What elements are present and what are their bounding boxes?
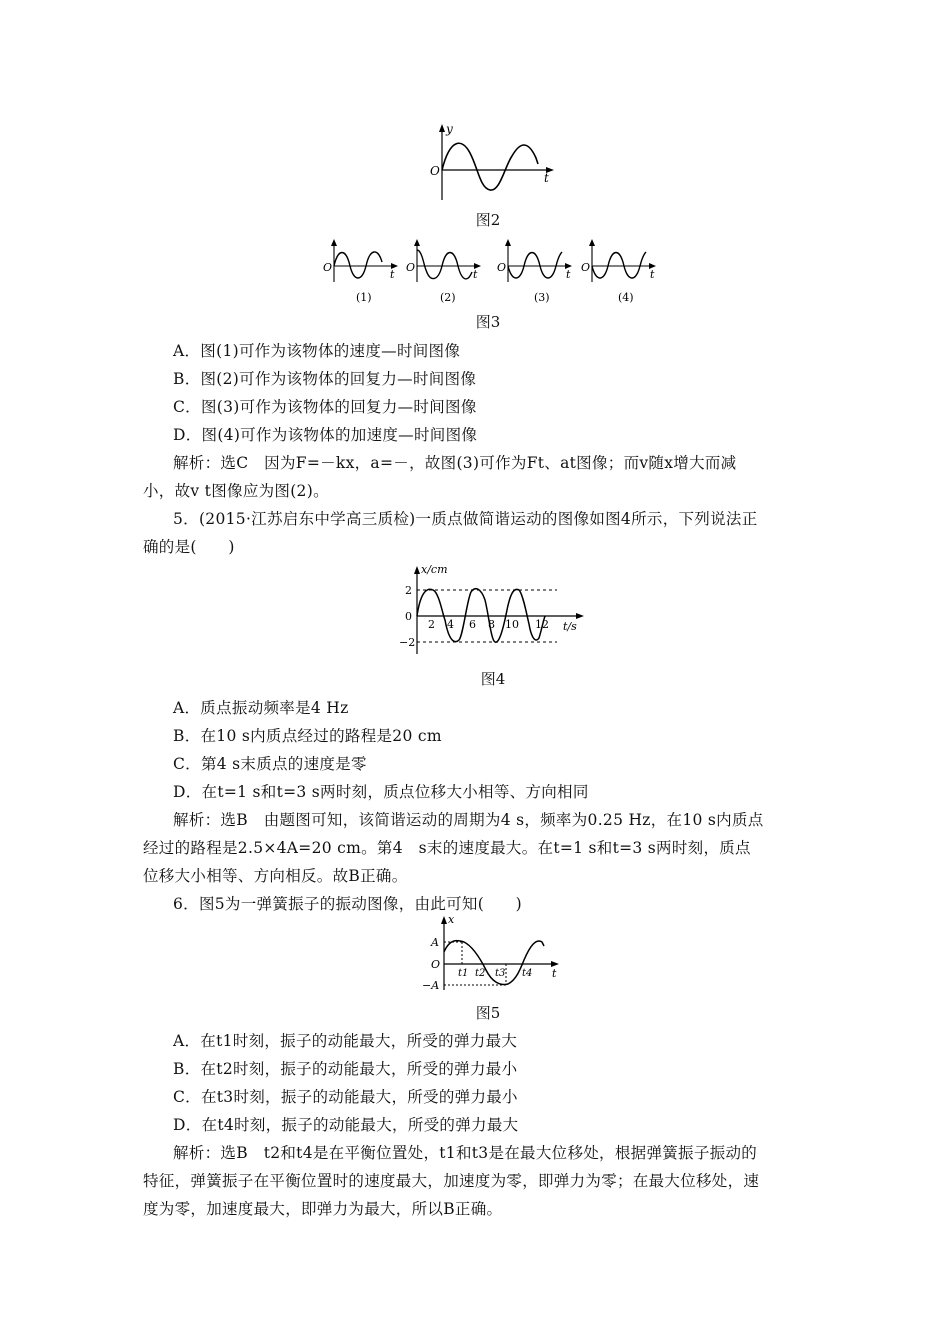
q6-analysis-line2: 特征，弹簧振子在平衡位置时的速度最大，加速度为零，即弹力为零；在最大位移处，速 bbox=[143, 1172, 760, 1190]
fig3-origin-4: O bbox=[581, 261, 591, 274]
figure-3 bbox=[320, 236, 665, 308]
fig3-axis-1: t bbox=[390, 268, 395, 281]
fig3-label-1: (1) bbox=[356, 291, 372, 304]
fig3-origin-3: O bbox=[497, 261, 507, 274]
fig2-axis-x: t bbox=[544, 171, 549, 185]
fig4-xtick-8: 8 bbox=[488, 618, 495, 631]
q6-option-b: B．在t2时刻，振子的动能最大，所受的弹力最小 bbox=[173, 1060, 518, 1078]
q5-analysis-line1: 解析：选B 由题图可知，该简谐运动的周期为4 s，频率为0.25 Hz，在10 s内质点 bbox=[173, 811, 764, 829]
fig3-label-3: (3) bbox=[534, 291, 550, 304]
q6-option-c: C．在t3时刻，振子的动能最大，所受的弹力最小 bbox=[173, 1088, 518, 1106]
fig4-ytick-0: 0 bbox=[405, 610, 412, 623]
q5-analysis-line2: 经过的路程是2.5×4A=20 cm。第4 s末的速度最大。在t=1 s和t=3 s两时刻，质点 bbox=[143, 839, 751, 857]
q5-option-d: D．在t=1 s和t=3 s两时刻，质点位移大小相等、方向相同 bbox=[173, 783, 589, 801]
fig3-panel-1 bbox=[323, 239, 398, 304]
fig5-ytick-neg-a: −A bbox=[422, 979, 440, 992]
fig4-ytick-2: 2 bbox=[405, 584, 412, 597]
fig5-ytick-a: A bbox=[431, 936, 439, 949]
figure-5 bbox=[420, 912, 565, 992]
fig5-ytick-o: O bbox=[431, 958, 441, 971]
figure-4 bbox=[395, 560, 590, 656]
q4-option-c: C．图(3)可作为该物体的回复力—时间图像 bbox=[173, 398, 477, 416]
q4-option-b: B．图(2)可作为该物体的回复力—时间图像 bbox=[173, 370, 477, 388]
fig2-axis-y: y bbox=[446, 122, 453, 136]
fig4-xtick-10: 10 bbox=[505, 618, 519, 631]
fig5-t4: t4 bbox=[522, 968, 533, 979]
fig3-label-4: (4) bbox=[618, 291, 634, 304]
fig4-caption: 图4 bbox=[480, 670, 506, 688]
fig3-axis-3: t bbox=[566, 268, 571, 281]
q6-analysis-line1: 解析：选B t2和t4是在平衡位置处，t1和t3是在最大位移处，根据弹簧振子振动的 bbox=[173, 1144, 758, 1162]
fig3-origin-2: O bbox=[406, 261, 416, 274]
fig3-label-2: (2) bbox=[440, 291, 456, 304]
q6-option-d: D．在t4时刻，振子的动能最大，所受的弹力最大 bbox=[173, 1116, 519, 1134]
q5-option-b: B．在10 s内质点经过的路程是20 cm bbox=[173, 727, 442, 745]
fig5-t1: t1 bbox=[458, 968, 469, 979]
fig3-axis-4: t bbox=[650, 268, 655, 281]
fig4-xtick-6: 6 bbox=[469, 618, 476, 631]
fig3-origin-1: O bbox=[323, 261, 333, 274]
q5-stem-line1: 5．(2015·江苏启东中学高三质检)一质点做简谐运动的图像如图4所示，下列说法正 bbox=[173, 510, 758, 528]
fig3-panel-4 bbox=[581, 239, 656, 304]
fig5-t2: t2 bbox=[475, 968, 486, 979]
q6-stem: 6．图5为一弹簧振子的振动图像，由此可知( ) bbox=[173, 895, 523, 913]
q5-stem-line2: 确的是( ) bbox=[143, 538, 235, 556]
fig2-origin: O bbox=[430, 164, 440, 178]
fig3-panel-2 bbox=[406, 239, 481, 304]
fig3-axis-2: t bbox=[473, 268, 478, 281]
fig4-xtick-4: 4 bbox=[447, 618, 454, 631]
fig5-ylabel: x bbox=[448, 913, 455, 926]
fig5-caption: 图5 bbox=[475, 1004, 501, 1022]
q6-option-a: A．在t1时刻，振子的动能最大，所受的弹力最大 bbox=[173, 1032, 518, 1050]
fig4-xlabel: t/s bbox=[563, 620, 577, 633]
fig2-curve bbox=[442, 143, 538, 190]
q5-option-c: C．第4 s末质点的速度是零 bbox=[173, 755, 367, 773]
fig2-caption: 图2 bbox=[475, 211, 501, 229]
fig4-xtick-12: 12 bbox=[535, 618, 549, 631]
q5-analysis-line3: 位移大小相等、方向相反。故B正确。 bbox=[143, 867, 408, 885]
q4-option-a: A．图(1)可作为该物体的速度—时间图像 bbox=[173, 342, 461, 360]
q6-analysis-line3: 度为零，加速度最大，即弹力为最大，所以B正确。 bbox=[143, 1200, 503, 1218]
fig3-caption: 图3 bbox=[475, 313, 501, 331]
fig4-ylabel: x/cm bbox=[421, 563, 448, 576]
fig5-t3: t3 bbox=[495, 968, 506, 979]
fig4-ytick-neg2: −2 bbox=[399, 636, 416, 649]
q4-analysis-line2: 小，故v t图像应为图(2)。 bbox=[143, 482, 329, 500]
fig3-panel-3 bbox=[497, 239, 572, 304]
fig5-xlabel: t bbox=[552, 967, 557, 980]
fig4-xtick-2: 2 bbox=[428, 618, 435, 631]
q5-option-a: A．质点振动频率是4 Hz bbox=[173, 699, 349, 717]
figure-2 bbox=[420, 118, 560, 204]
q4-option-d: D．图(4)可作为该物体的加速度—时间图像 bbox=[173, 426, 478, 444]
q4-analysis-line1: 解析：选C 因为F=－kx，a=－，故图(3)可作为Ft、at图像；而v随x增大而减 bbox=[173, 454, 737, 472]
